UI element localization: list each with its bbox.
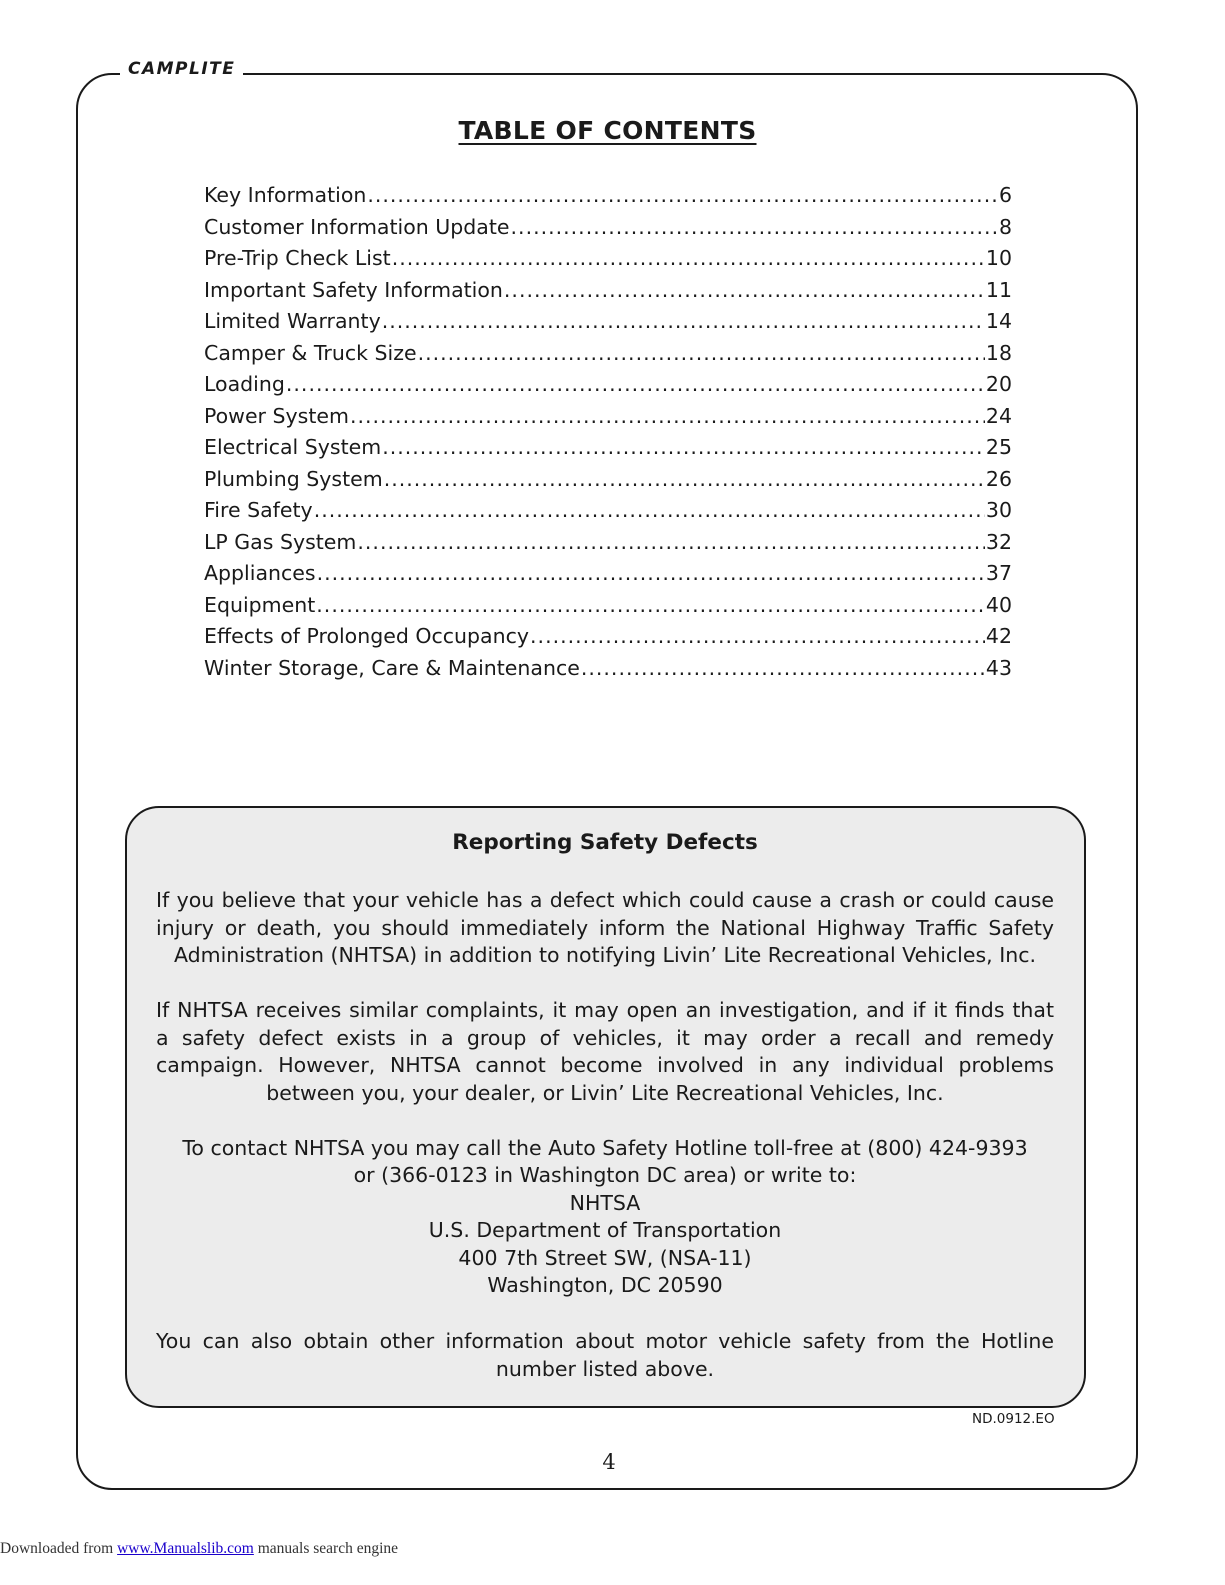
toc-entry-page: 18 bbox=[985, 340, 1012, 365]
toc-leader-dots bbox=[382, 309, 985, 333]
toc-entry bbox=[204, 498, 1012, 530]
toc-leader-dots bbox=[382, 435, 985, 459]
toc-entry bbox=[204, 530, 1012, 562]
toc-entry-page: 14 bbox=[985, 309, 1012, 333]
page-number: 4 bbox=[602, 1450, 616, 1474]
toc-entry-page: 25 bbox=[985, 435, 1012, 459]
toc-leader-dots bbox=[392, 246, 985, 270]
toc-entry-page: 20 bbox=[985, 372, 1012, 396]
toc-leader-dots bbox=[530, 624, 985, 648]
toc-entry-label: Camper & Truck Size bbox=[204, 340, 417, 365]
toc-entry bbox=[204, 215, 1012, 247]
toc-leader-dots bbox=[317, 561, 985, 585]
toc-entry bbox=[204, 624, 1012, 656]
toc-entry-label: Equipment bbox=[204, 592, 316, 617]
toc-entry bbox=[204, 593, 1012, 625]
toc-entry bbox=[204, 435, 1012, 467]
address-line: NHTSA bbox=[569, 1191, 641, 1215]
toc-entry-page: 37 bbox=[985, 561, 1012, 585]
toc-entry-page: 42 bbox=[985, 624, 1012, 648]
toc-entry-page: 10 bbox=[985, 246, 1012, 270]
toc-entry-page: 11 bbox=[985, 277, 1012, 302]
toc-entry bbox=[204, 656, 1012, 688]
toc-entry-label: Customer Information Update bbox=[204, 214, 510, 239]
defects-paragraph-2: If NHTSA receives similar complaints, it may open an investigation, and if it finds that a safety defect exists in a group of vehicles, it may order a recall and remedy campaign. However, NHTSA cannot become involved in any individual problems between you, your dealer, or Livin’ Lite Recreational Vehicles, Inc. bbox=[156, 998, 1054, 1105]
toc-leader-dots bbox=[316, 593, 985, 617]
toc-entry bbox=[204, 278, 1012, 310]
address-line: Washington, DC 20590 bbox=[487, 1273, 723, 1297]
toc-entry-page: 8 bbox=[998, 214, 1012, 239]
toc-entry-label: Limited Warranty bbox=[204, 309, 381, 333]
toc-entry bbox=[204, 561, 1012, 593]
footer-suffix: manuals search engine bbox=[253, 1540, 399, 1557]
toc-entry-label: Appliances bbox=[204, 561, 316, 585]
toc-entry-page: 32 bbox=[985, 529, 1012, 554]
toc-entry bbox=[204, 309, 1012, 341]
toc-entry-page: 24 bbox=[985, 403, 1012, 428]
toc-leader-dots bbox=[504, 278, 985, 302]
toc-entry-label: Effects of Prolonged Occupancy bbox=[204, 624, 530, 648]
toc-entry-page: 6 bbox=[998, 183, 1012, 207]
toc-leader-dots bbox=[367, 183, 998, 207]
toc-entry-label: Loading bbox=[204, 372, 285, 396]
toc-entry bbox=[204, 246, 1012, 278]
footer-prefix: Downloaded from bbox=[0, 1540, 118, 1557]
toc-entry-label: Plumbing System bbox=[204, 466, 383, 491]
toc-leader-dots bbox=[418, 341, 985, 365]
contact-line-2: or (366-0123 in Washington DC area) or write to: bbox=[353, 1163, 857, 1187]
toc-entry bbox=[204, 404, 1012, 436]
toc-leader-dots bbox=[350, 404, 985, 428]
toc-entry bbox=[204, 467, 1012, 499]
toc-entry-label: Key Information bbox=[204, 183, 367, 207]
toc-leader-dots bbox=[384, 467, 985, 491]
contact-line-1: To contact NHTSA you may call the Auto Safety Hotline toll-free at (800) 424-9393 bbox=[182, 1136, 1028, 1160]
address-line: 400 7th Street SW, (NSA-11) bbox=[458, 1246, 752, 1270]
toc-leader-dots bbox=[511, 215, 998, 239]
toc-entry-label: Winter Storage, Care & Maintenance bbox=[204, 655, 580, 680]
toc-entry-label: Fire Safety bbox=[204, 498, 313, 522]
document-code: ND.0912.EO bbox=[972, 1411, 1055, 1427]
toc-leader-dots bbox=[314, 498, 985, 522]
address-line: U.S. Department of Transportation bbox=[428, 1218, 782, 1242]
defects-paragraph-4: You can also obtain other information about motor vehicle safety from the Hotline number listed above. bbox=[156, 1329, 1054, 1381]
toc-entry-page: 40 bbox=[985, 592, 1012, 617]
toc-entry-label: Electrical System bbox=[204, 435, 382, 459]
toc-entry-page: 26 bbox=[985, 466, 1012, 491]
toc-entry-page: 30 bbox=[985, 498, 1012, 522]
toc-entry-label: Pre-Trip Check List bbox=[204, 246, 391, 270]
toc-entry-label: LP Gas System bbox=[204, 529, 357, 554]
toc-leader-dots bbox=[357, 530, 985, 554]
download-footer bbox=[0, 1540, 398, 1558]
manualslib-link[interactable]: www.Manualslib.com bbox=[117, 1540, 254, 1557]
toc-entry-label: Power System bbox=[204, 403, 349, 428]
brand-label: CAMPLITE bbox=[120, 59, 243, 79]
toc-leader-dots bbox=[581, 656, 985, 680]
toc-entry bbox=[204, 183, 1012, 215]
toc-list bbox=[204, 183, 1012, 687]
toc-entry bbox=[204, 341, 1012, 373]
toc-entry-page: 43 bbox=[985, 655, 1012, 680]
safety-defects-title: Reporting Safety Defects bbox=[452, 830, 758, 855]
toc-entry bbox=[204, 372, 1012, 404]
toc-leader-dots bbox=[286, 372, 985, 396]
toc-entry-label: Important Safety Information bbox=[204, 277, 503, 302]
defects-paragraph-1: If you believe that your vehicle has a defect which could cause a crash or could cause injury or death, you should immediately inform the National Highway Traffic Safety Administration (NHTSA) in addition to notifying Livin’ Lite Recreational Vehicles, Inc. bbox=[156, 888, 1054, 967]
toc-title: TABLE OF CONTENTS bbox=[458, 116, 757, 145]
